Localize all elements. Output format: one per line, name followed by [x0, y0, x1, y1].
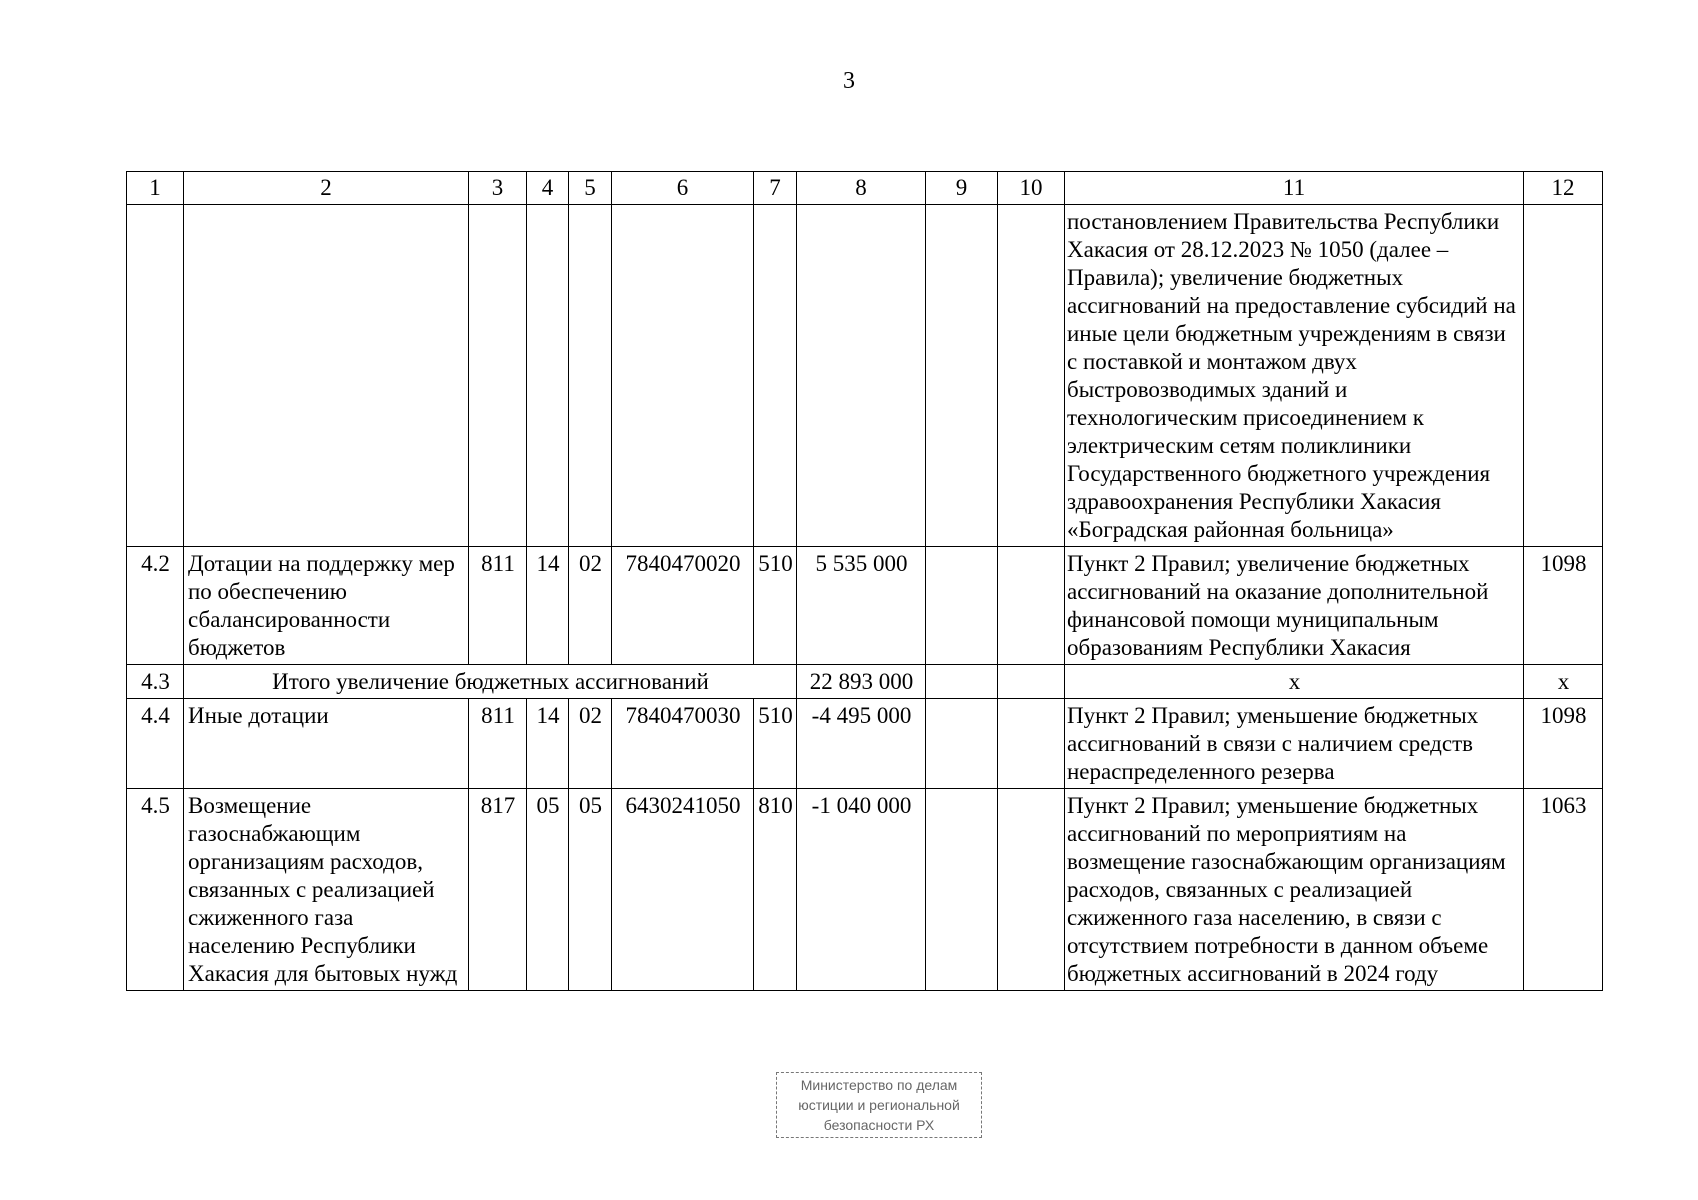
- row-number: 4.3: [127, 665, 184, 699]
- row-col12: 1063: [1524, 789, 1603, 991]
- row-code-expense: 510: [754, 699, 797, 789]
- row-number: 4.4: [127, 699, 184, 789]
- row-name: Иные дотации: [184, 699, 469, 789]
- row-note: Пункт 2 Правил; увеличение бюджетных ассигнований на оказание дополнительной финансовой помощи муниципальным образованиям Республики Хакасия: [1065, 547, 1524, 665]
- row-amount: 22 893 000: [797, 665, 926, 699]
- col-header-4: 4: [527, 172, 569, 205]
- row-code-expense: 810: [754, 789, 797, 991]
- col-header-5: 5: [569, 172, 612, 205]
- col-header-3: 3: [469, 172, 527, 205]
- table-row: [127, 789, 1603, 991]
- row-amount: 5 535 000: [797, 547, 926, 665]
- row-col10: [998, 699, 1065, 789]
- row-col12: 1098: [1524, 699, 1603, 789]
- row-name: Дотации на поддержку мер по обеспечению сбалансированности бюджетов: [184, 547, 469, 665]
- row-code-subsection: 05: [569, 789, 612, 991]
- row-code-section: 14: [527, 547, 569, 665]
- ministry-stamp: Министерство по делам юстиции и региональной безопасности РХ: [776, 1072, 982, 1138]
- row-code-section: 14: [527, 699, 569, 789]
- total-label: Итого увеличение бюджетных ассигнований: [184, 665, 797, 699]
- row-code-subsection: 02: [569, 699, 612, 789]
- table-row-total: [127, 665, 1603, 699]
- row-col10: [998, 547, 1065, 665]
- col-header-2: 2: [184, 172, 469, 205]
- row-code-ministry: 811: [469, 547, 527, 665]
- row-name: Возмещение газоснабжающим организациям расходов, связанных с реализацией сжиженного газа населению Республики Хакасия для бытовых нужд: [184, 789, 469, 991]
- row-amount: -1 040 000: [797, 789, 926, 991]
- table-row-continuation: [127, 205, 1603, 547]
- col-header-10: 10: [998, 172, 1065, 205]
- row-code-target: 6430241050: [612, 789, 754, 991]
- row-code-subsection: 02: [569, 547, 612, 665]
- row-col9: [926, 547, 998, 665]
- row-col9: [926, 699, 998, 789]
- table-header-row: [127, 172, 1603, 205]
- col-header-8: 8: [797, 172, 926, 205]
- row-col11: x: [1065, 665, 1524, 699]
- table-row: [127, 699, 1603, 789]
- table-row: [127, 547, 1603, 665]
- row-col10: [998, 789, 1065, 991]
- row-note: Пункт 2 Правил; уменьшение бюджетных ассигнований по мероприятиям на возмещение газоснабжающим организациям расходов, связанных с реализацией сжиженного газа населению, в связи с отсутствием потребности в данном объеме бюджетных ассигнований в 2024 году: [1065, 789, 1524, 991]
- row-code-ministry: 811: [469, 699, 527, 789]
- col-header-1: 1: [127, 172, 184, 205]
- col-header-11: 11: [1065, 172, 1524, 205]
- row-code-target: 7840470030: [612, 699, 754, 789]
- row-note: постановлением Правительства Республики Хакасия от 28.12.2023 № 1050 (далее – Правила); увеличение бюджетных ассигнований на предоставление субсидий на иные цели бюджетным учреждениям в связи с поставкой и монтажом двух быстровозводимых зданий и технологическим присоединением к электрическим сетям поликлиники Государственного бюджетного учреждения здравоохранения Республики Хакасия «Боградская районная больница»: [1065, 205, 1524, 547]
- col-header-12: 12: [1524, 172, 1603, 205]
- row-number: 4.2: [127, 547, 184, 665]
- row-code-target: 7840470020: [612, 547, 754, 665]
- col-header-9: 9: [926, 172, 998, 205]
- page-number: 3: [843, 68, 855, 94]
- row-col12: 1098: [1524, 547, 1603, 665]
- row-number: 4.5: [127, 789, 184, 991]
- budget-table: [126, 171, 1603, 991]
- col-header-7: 7: [754, 172, 797, 205]
- col-header-6: 6: [612, 172, 754, 205]
- row-amount: -4 495 000: [797, 699, 926, 789]
- row-code-section: 05: [527, 789, 569, 991]
- row-col12: x: [1524, 665, 1603, 699]
- row-code-ministry: 817: [469, 789, 527, 991]
- row-note: Пункт 2 Правил; уменьшение бюджетных ассигнований в связи с наличием средств нераспределенного резерва: [1065, 699, 1524, 789]
- row-code-expense: 510: [754, 547, 797, 665]
- row-col9: [926, 789, 998, 991]
